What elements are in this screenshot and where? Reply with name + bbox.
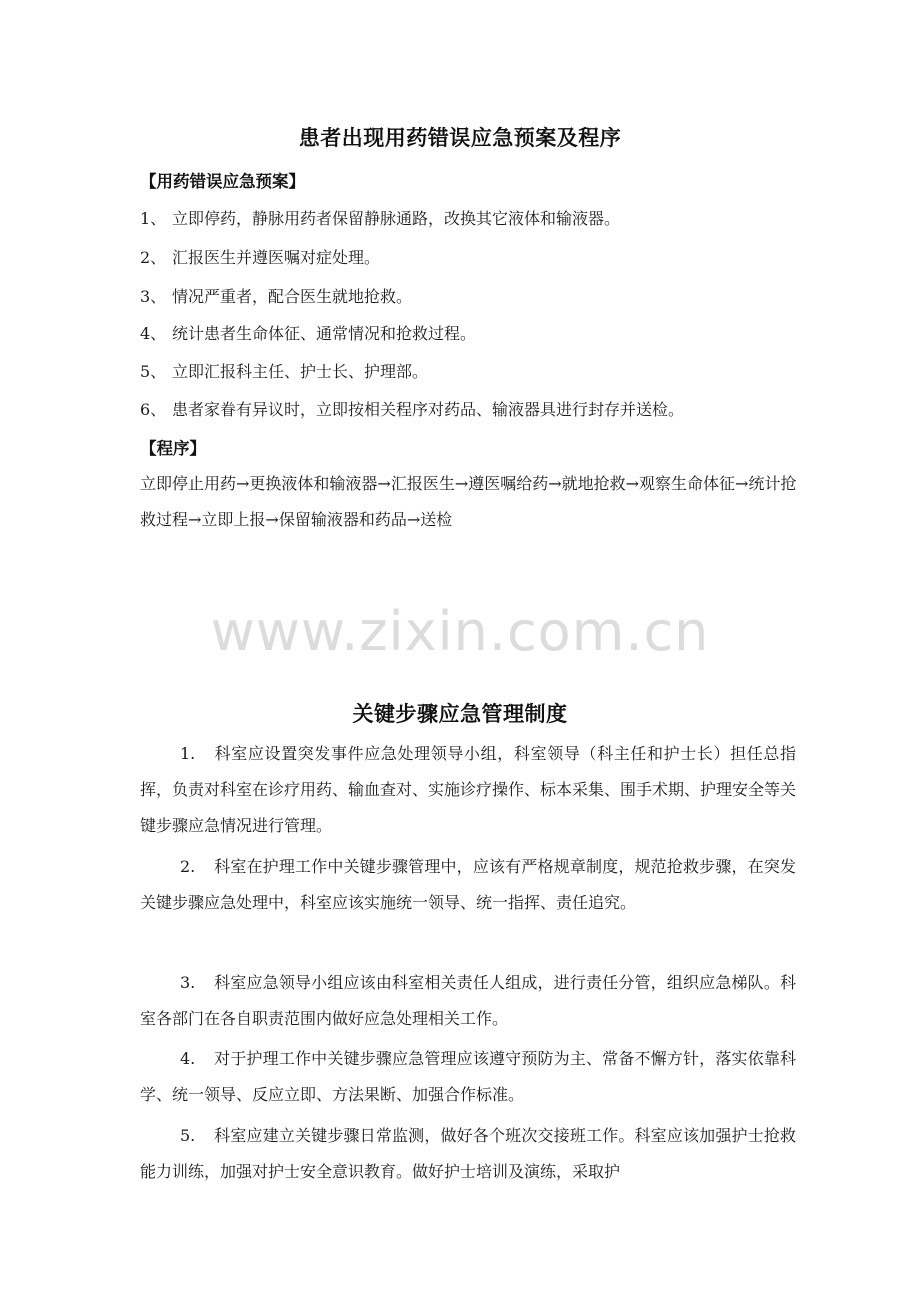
list-item-number: 6、 xyxy=(140,400,167,419)
paragraph-text: 对于护理工作中关键步骤应急管理应该遵守预防为主、常备不懈方针，落实依靠科学、统一领导、反应立即、方法果断、加强合作标准。 xyxy=(140,1049,796,1104)
list-item-number: 4、 xyxy=(140,324,167,343)
section-heading-plan: 【用药错误应急预案】 xyxy=(140,172,305,191)
list-item-number: 3、 xyxy=(140,287,167,306)
paragraph-number: 3. xyxy=(180,973,196,992)
list-item-number: 2、 xyxy=(140,248,167,267)
policy-paragraph xyxy=(140,736,796,844)
list-item-text: 情况严重者，配合医生就地抢救。 xyxy=(172,287,413,306)
paragraph-text: 科室应设置突发事件应急处理领导小组，科室领导（科主任和护士长）担任总指挥，负责对科室在诊疗用药、输血查对、实施诊疗操作、标本采集、围手术期、护理安全等关键步骤应急情况进行管理。 xyxy=(140,744,797,835)
policy-paragraph xyxy=(140,849,796,921)
paragraph-number: 5. xyxy=(180,1126,196,1145)
list-item-text: 汇报医生并遵医嘱对症处理。 xyxy=(172,248,381,267)
list-item xyxy=(140,321,476,344)
doc2-title: 关键步骤应急管理制度 xyxy=(352,702,568,726)
list-item xyxy=(140,359,428,382)
list-item-text: 统计患者生命体征、通常情况和抢救过程。 xyxy=(172,324,477,343)
paragraph-text: 科室应急领导小组应该由科室相关责任人组成，进行责任分管，组织应急梯队。科室各部门在各自职责范围内做好应急处理相关工作。 xyxy=(140,973,796,1028)
policy-paragraph xyxy=(140,1118,796,1190)
list-item-text: 患者家眷有异议时，立即按相关程序对药品、输液器具进行封存并送检。 xyxy=(172,400,685,419)
paragraph-text: 科室在护理工作中关键步骤管理中，应该有严格规章制度，规范抢救步骤，在突发关键步骤应急处理中，科室应该实施统一领导、统一指挥、责任追究。 xyxy=(140,857,796,912)
paragraph-text: 科室应建立关键步骤日常监测，做好各个班次交接班工作。科室应该加强护士抢救能力训练，加强对护士安全意识教育。做好护士培训及演练，采取护 xyxy=(140,1126,796,1181)
paragraph-number: 2. xyxy=(180,857,196,876)
list-item xyxy=(140,206,620,229)
list-item-number: 5、 xyxy=(140,362,167,381)
policy-paragraph xyxy=(140,1041,796,1113)
list-item-text: 立即停药，静脉用药者保留静脉通路，改换其它液体和输液器。 xyxy=(172,209,621,228)
list-item xyxy=(140,284,412,307)
doc1-title: 患者出现用药错误应急预案及程序 xyxy=(298,126,622,150)
procedure-flow-text: 立即停止用药→更换液体和输液器→汇报医生→遵医嘱给药→就地抢救→观察生命体征→统计抢救过程→立即上报→保留输液器和药品→送检 xyxy=(140,474,797,529)
section-heading-procedure: 【程序】 xyxy=(140,439,206,458)
paragraph-number: 1. xyxy=(180,744,196,763)
paragraph-number: 4. xyxy=(180,1049,196,1068)
list-item-number: 1、 xyxy=(140,209,167,228)
policy-paragraph xyxy=(140,965,796,1037)
watermark-text: www.zixin.com.cn xyxy=(210,600,710,663)
list-item-text: 立即汇报科主任、护士长、护理部。 xyxy=(172,362,429,381)
list-item xyxy=(140,245,380,268)
list-item xyxy=(140,397,684,420)
